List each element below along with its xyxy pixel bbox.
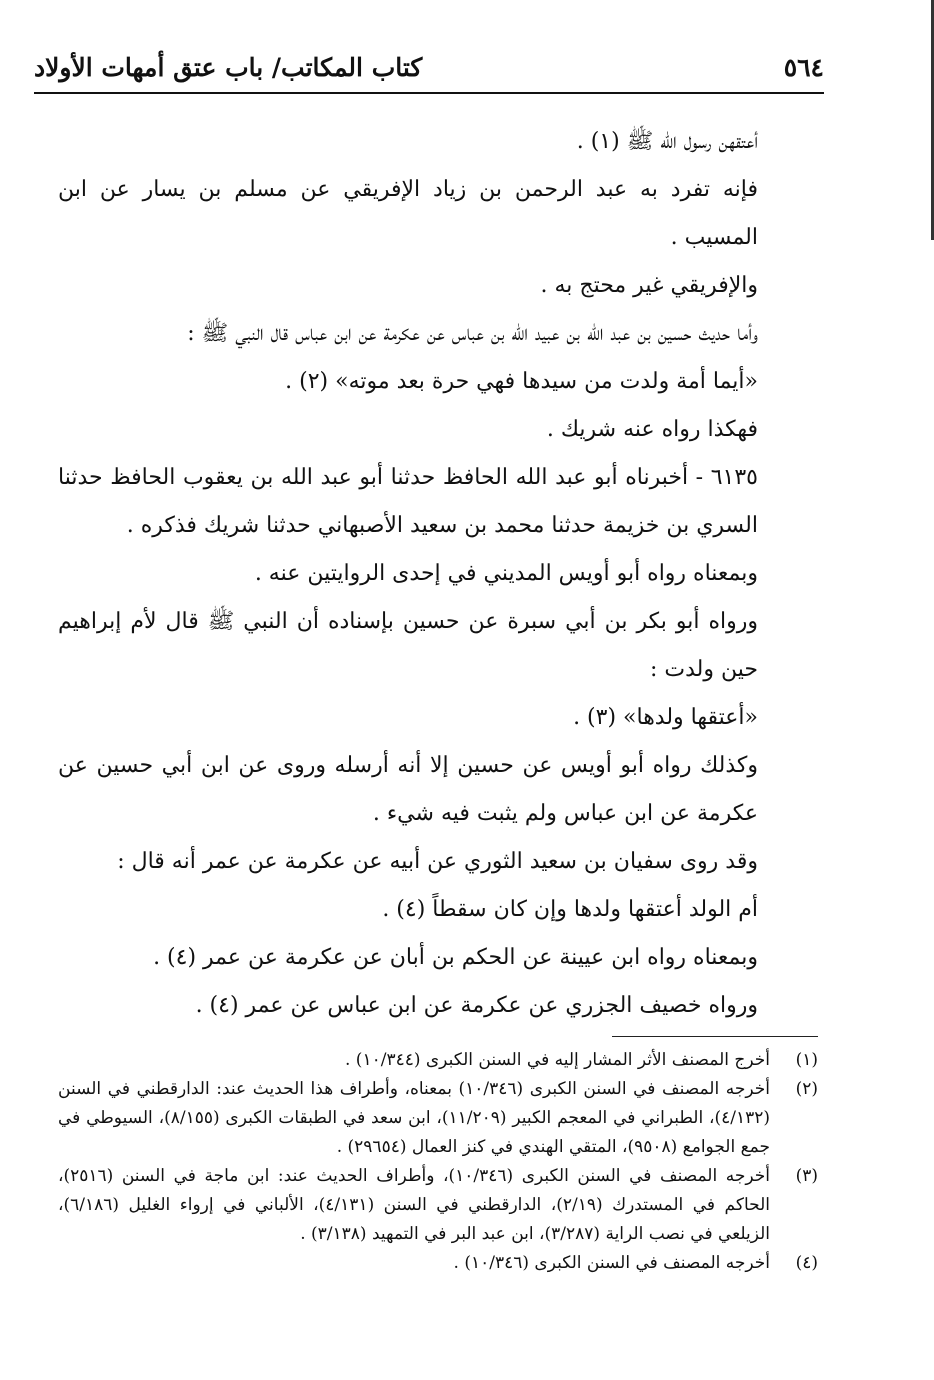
footnote	[58, 1046, 818, 1075]
paragraph: أم الولد أعتقها ولدها وإن كان سقطاً (٤) .	[382, 897, 758, 922]
footnotes	[58, 1046, 818, 1278]
main-text	[58, 118, 818, 1030]
paragraph: وقد روى سفيان بن سعيد الثوري عن أبيه عن عكرمة عن عمر أنه قال :	[117, 849, 758, 874]
footnote-number: (٣)	[795, 1166, 818, 1186]
footnote-number: (١)	[795, 1050, 818, 1070]
footnote-text: أخرجه المصنف في السنن الكبرى (١٠/٣٤٦) بمعناه، وأطراف هذا الحديث عند: الدارقطني في السنن (٤/١٣٢)، الطبراني في المعجم الكبير (١١/٢٠٩)، ابن سعد في الطبقات الكبرى (٨/١٥٥)، السيوطي في جمع الجوامع (٩٥٠٨)، المتقي الهندي في كنز العمال (٢٩٦٥٤) .	[58, 1079, 771, 1157]
paragraph: فإنه تفرد به عبد الرحمن بن زياد الإفريقي عن مسلم بن يسار عن ابن المسيب .	[58, 177, 758, 250]
hadith-entry-6135: ٦١٣٥ - أخبرناه أبو عبد الله الحافظ حدثنا أبو عبد الله بن يعقوب الحافظ حدثنا السري بن خزيمة حدثنا محمد بن سعيد الأصبهاني حدثنا شريك فذكره .	[58, 465, 758, 538]
paragraph: فهكذا رواه عنه شريك .	[546, 417, 758, 442]
paragraph: أعتقهن رسول الله ﷺ (١) .	[576, 129, 758, 154]
paragraph: وكذلك رواه أبو أويس عن حسين إلا أنه أرسله وروى عن ابن أبي حسين عن عكرمة عن ابن عباس ولم يثبت فيه شيء .	[58, 753, 758, 826]
paragraph: وبمعناه رواه أبو أويس المديني في إحدى الروايتين عنه .	[254, 561, 758, 586]
hadith-quote: «أيما أمة ولدت من سيدها فهي حرة بعد موته» (٢) .	[285, 369, 758, 394]
paragraph: ورواه أبو بكر بن أبي سبرة عن حسين بإسناده أن النبي ﷺ قال لأم إبراهيم حين ولدت :	[58, 609, 758, 682]
paragraph: والإفريقي غير محتج به .	[540, 273, 758, 298]
page-number: ٥٦٤	[783, 52, 824, 82]
footnote-rule	[612, 1036, 818, 1037]
footnote	[58, 1162, 818, 1249]
footnote-text: أخرج المصنف الأثر المشار إليه في السنن الكبرى (١٠/٣٤٤) .	[345, 1050, 770, 1070]
page-header	[34, 40, 824, 94]
footnote-text: أخرجه المصنف في السنن الكبرى (١٠/٣٤٦) .	[453, 1253, 770, 1273]
hadith-quote: «أعتقها ولدها» (٣) .	[573, 705, 758, 730]
footnote-text: أخرجه المصنف في السنن الكبرى (١٠/٣٤٦)، وأطراف الحديث عند: ابن ماجة في السنن (٢٥١٦)، الحاكم في المستدرك (٢/١٩)، الدارقطني في السنن (٤/١٣١)، الألباني في إرواء الغليل (٦/١٨٦)، الزيلعي في نصب الراية (٣/٢٨٧)، ابن عبد البر في التمهيد (٣/١٣٨) .	[58, 1166, 770, 1244]
footnote	[58, 1249, 818, 1278]
paragraph: وبمعناه رواه ابن عيينة عن الحكم بن أبان عن عكرمة عن عمر (٤) .	[153, 945, 758, 970]
running-title: كتاب المكاتب/ باب عتق أمهات الأولاد	[34, 52, 423, 82]
paragraph: ورواه خصيف الجزري عن عكرمة عن ابن عباس عن عمر (٤) .	[195, 993, 758, 1018]
header-rule	[34, 92, 824, 94]
paragraph: وأما حديث حسين بن عبد الله بن عبيد الله بن عباس عن عكرمة عن ابن عباس قال النبي ﷺ :	[187, 321, 758, 346]
footnote-number: (٢)	[795, 1079, 818, 1099]
footnote	[58, 1075, 818, 1162]
footnote-number: (٤)	[795, 1253, 818, 1273]
